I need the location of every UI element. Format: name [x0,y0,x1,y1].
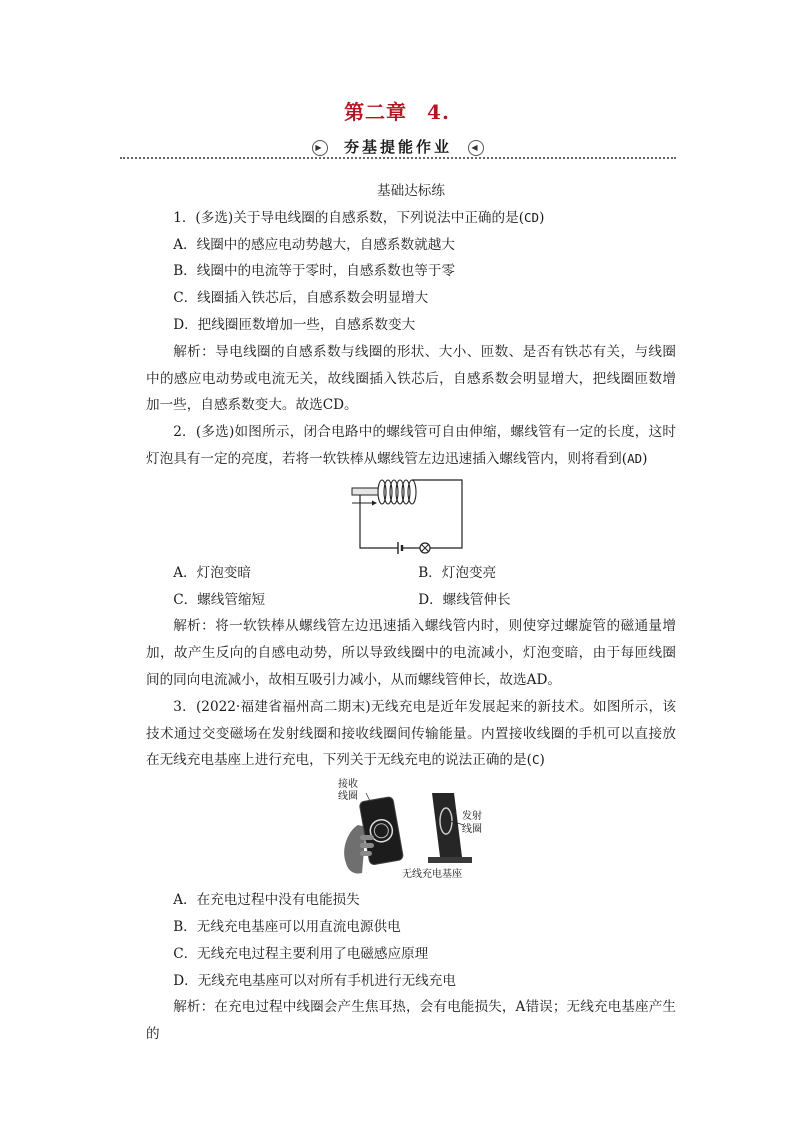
question-3-analysis: 解析：在充电过程中线圈会产生焦耳热，会有电能损失，A错误；无线充电基座产生的 [146,999,676,1043]
question-1-stem [146,205,676,232]
banner-title: 夯基提能作业 [343,138,452,156]
question-answer: AD [627,450,643,466]
question-stem-text: 2．(多选)如图所示，闭合电路中的螺线管可自由伸缩，螺线管有一定的长度，这时灯泡具有一定的亮度，若将一软铁棒从螺线管左边迅速插入螺线管内，则将看到( [146,424,676,467]
chapter-title [0,96,794,125]
solenoid-circuit-figure [146,476,676,554]
question-close-paren: ) [642,450,648,467]
option-d: D．螺线管伸长 [418,591,511,608]
solenoid-coil [408,480,416,504]
question-2-analysis: 解析：将一软铁棒从螺线管左边迅速插入螺线管内时，则使穿过螺旋管的磁通量增加，故产生反向的自感电动势，所以导致线圈中的电流减小，灯泡变暗，由于每匝线圈间的同向电流减小，故相互吸引力减小，从而螺线管伸长，故选AD。 [146,618,676,688]
circuit-wire-right [412,480,462,548]
question-stem-text: 1．(多选)关于导电线圈的自感系数，下列说法中正确的是( [173,209,524,226]
question-3-stem [146,694,676,774]
question-answer: CD [524,209,540,225]
charger-base-label: 无线充电基座 [402,869,462,881]
charger-stand [432,793,462,857]
play-left-icon: ◀ [468,140,484,156]
hand-shape [344,825,366,874]
section-number: 4. [427,100,450,124]
section-title: 基础达标练 [377,183,445,199]
wireless-charger-photo [336,777,486,881]
question-1-analysis: 解析：导电线圈的自感系数与线圈的形状、大小、匝数、是否有铁芯有关，与线圈中的感应电动势或电流无关，故线圈插入铁芯后，自感系数会明显增大，把线圈匝数增加一些，自感系数变大。故选CD。 [146,343,676,414]
finger [360,835,374,840]
insert-arrow-head [372,500,377,505]
iron-rod [352,488,378,495]
chapter-label: 第二章 [344,100,408,124]
options-row-1 [146,560,676,587]
banner-box [312,136,484,158]
finger [360,851,372,856]
option-b: B．灯泡变亮 [418,564,497,581]
option-b: B．无线充电基座可以用直流电源供电 [173,918,401,935]
question-close-paren: ) [539,752,545,769]
option-b: B．线圈中的电流等于零时，自感系数也等于零 [173,263,456,280]
question-stem-text: 3．(2022·福建省福州高二期末)无线充电是近年发展起来的新技术。如图所示，该技术通过交变磁场在发射线圈和接收线圈间传输能量。内置接收线圈的手机可以直接放在无线充电基座上进行充电，下列关于无线充电的说法正确的是( [146,698,676,769]
option-d: D．把线圈匝数增加一些，自感系数变大 [173,316,416,333]
option-c: C．螺线管缩短 [173,591,266,608]
charger-base-plate [428,857,472,863]
option-c: C．线圈插入铁芯后，自感系数会明显增大 [173,290,429,307]
option-a: A．线圈中的感应电动势越大，自感系数就越大 [173,236,455,253]
receive-coil-label-1: 接收 [338,779,358,791]
play-right-icon: ▶ [312,140,328,156]
document-body [146,178,676,1048]
wireless-charging-figure [146,777,676,881]
option-a: A．灯泡变暗 [173,564,251,581]
transmit-coil-label-1: 发射 [462,811,482,823]
transmit-coil-label-2: 线圈 [462,824,482,836]
option-a: A．在充电过程中没有电能损失 [173,892,360,909]
question-2-stem [146,419,676,473]
solenoid-circuit-diagram [346,476,476,554]
option-c: C．无线充电过程主要利用了电磁感应原理 [173,945,429,962]
homework-banner [120,136,676,158]
option-d: D．无线充电基座可以对所有手机进行无线充电 [173,972,456,989]
options-row-2 [146,587,676,614]
finger [360,843,374,848]
question-answer: C [531,752,540,768]
question-close-paren: ) [539,209,545,226]
receive-coil-label-2: 线圈 [338,791,358,803]
